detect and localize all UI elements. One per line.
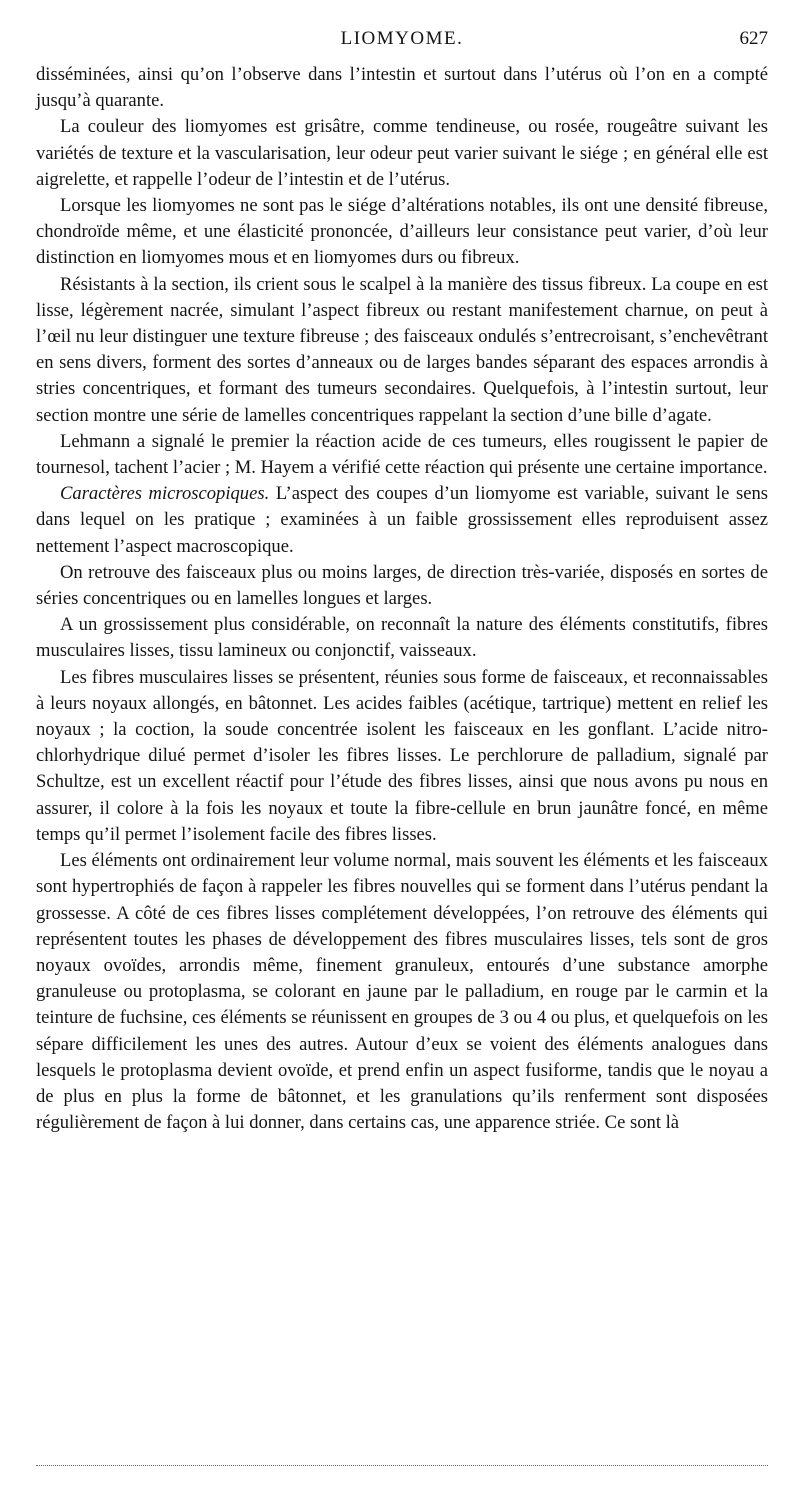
paragraph	[36, 665, 768, 848]
paragraph	[36, 114, 768, 193]
paragraph	[36, 193, 768, 272]
section-lead: Caractères microscopiques.	[60, 483, 270, 505]
paragraph	[36, 481, 768, 560]
page	[36, 26, 768, 1136]
running-title: LIOMYOME.	[340, 28, 464, 49]
page-number: 627	[739, 28, 768, 49]
paragraph-text: Lehmann a signalé le premier la réaction acide de ces tumeurs, elles rougissent le papier de tournesol, tachent l’acier ; M. Hayem a vérifié cette réaction qui présente une certaine importance.	[36, 430, 768, 479]
paragraph	[36, 429, 768, 481]
paragraph-text: disséminées, ainsi qu’on l’observe dans l’intestin et surtout dans l’utérus où l’on en a compté jusqu’à quarante.	[36, 64, 768, 112]
paragraph	[36, 62, 768, 114]
paragraph	[36, 560, 768, 612]
paragraph-text: Lorsque les liomyomes ne sont pas le siége d’altérations notables, ils ont une densité fibreuse, chondroïde même, et une élasticité prononcée, d’ailleurs leur consistance peut varier, d’où leur distinction en liomyomes mous et en liomyomes durs ou fibreux.	[36, 195, 768, 269]
paragraph	[36, 272, 768, 429]
paragraph	[36, 612, 768, 664]
paragraph-text: La couleur des liomyomes est grisâtre, comme tendineuse, ou rosée, rougeâtre suivant les variétés de texture et la vascularisation, leur odeur peut varier suivant le siége ; en général elle est aigrelette, et rappelle l’odeur de l’intestin et de l’utérus.	[36, 116, 768, 190]
paragraph-text: Les éléments ont ordinairement leur volume normal, mais souvent les éléments et les faisceaux sont hypertrophiés de façon à rappeler les fibres nouvelles qui se forment dans l’utérus pendant la grossesse. A côté de ces fibres lisses complétement développées, l’on retrouve des éléments qui représentent toutes les phases de développement des fibres musculaires lisses, tels sont de gros noyaux ovoïdes, arrondis même, finement granuleux, entourés d’une substance amorphe granuleuse ou protoplasma, se colorant en jaune par le palladium, en rouge par le carmin et la teinture de fuchsine, ces éléments se réunissent en groupes de 3 ou 4 ou plus, et quelquefois on les sépare difficilement les unes des autres. Autour d’eux se voient des éléments analogues dans lesquels le protoplasma devient ovoïde, et prend enfin un aspect fusiforme, tandis que le noyau a de plus en plus la forme de bâtonnet, et les granulations qu’ils renferment sont disposées régulièrement de façon à lui donner, dans certains cas, une apparence striée. Ce sont là	[36, 850, 768, 1134]
paragraph	[36, 848, 768, 1136]
paragraph-text: On retrouve des faisceaux plus ou moins larges, de direction très-variée, disposés en sortes de séries concentriques ou en lamelles longues et larges.	[36, 561, 768, 610]
paragraph-text: Résistants à la section, ils crient sous le scalpel à la manière des tissus fibreux. La coupe en est lisse, légèrement nacrée, simulant l’aspect fibreux ou restant manifestement charnue, on peut à l’œil nu leur distinguer une texture fibreuse ; des faisceaux ondulés s’entrecroisant, s’enchevêtrant en sens divers, forment des sortes d’anneaux ou de larges bandes séparant des espaces arrondis à stries concentriques, et formant des tumeurs secondaires. Quelquefois, à l’intestin surtout, leur section montre une série de lamelles concentriques rappelant la section d’une bille d’agate.	[36, 273, 768, 426]
paragraph-text: A un grossissement plus considérable, on reconnaît la nature des éléments constitutifs, fibres musculaires lisses, tissu lamineux ou conjonctif, vaisseaux.	[36, 614, 768, 662]
body-text	[36, 62, 768, 1136]
footer-rule	[36, 1465, 768, 1466]
paragraph-text: Les fibres musculaires lisses se présentent, réunies sous forme de faisceaux, et reconnaissables à leurs noyaux allongés, en bâtonnet. Les acides faibles (acétique, tartrique) mettent en relief les noyaux ; la coction, la soude concentrée isolent les faisceaux en les gonflant. L’acide nitro-chlorhydrique dilué permet d’isoler les fibres lisses. Le perchlorure de palladium, signalé par Schultze, est un excellent réactif pour l’étude des fibres lisses, ainsi que nous avons pu nous en assurer, il colore à la fois les noyaux et toute la fibre-cellule en brun jaunâtre foncé, en même temps qu’il permet l’isolement facile des fibres lisses.	[36, 666, 768, 845]
paragraph-text: L’aspect des coupes d’un liomyome est variable, suivant le sens dans lequel on les pratique ; examinées à un faible grossissement elles reproduisent assez nettement l’aspect macroscopique.	[36, 483, 768, 557]
running-head	[36, 26, 768, 62]
